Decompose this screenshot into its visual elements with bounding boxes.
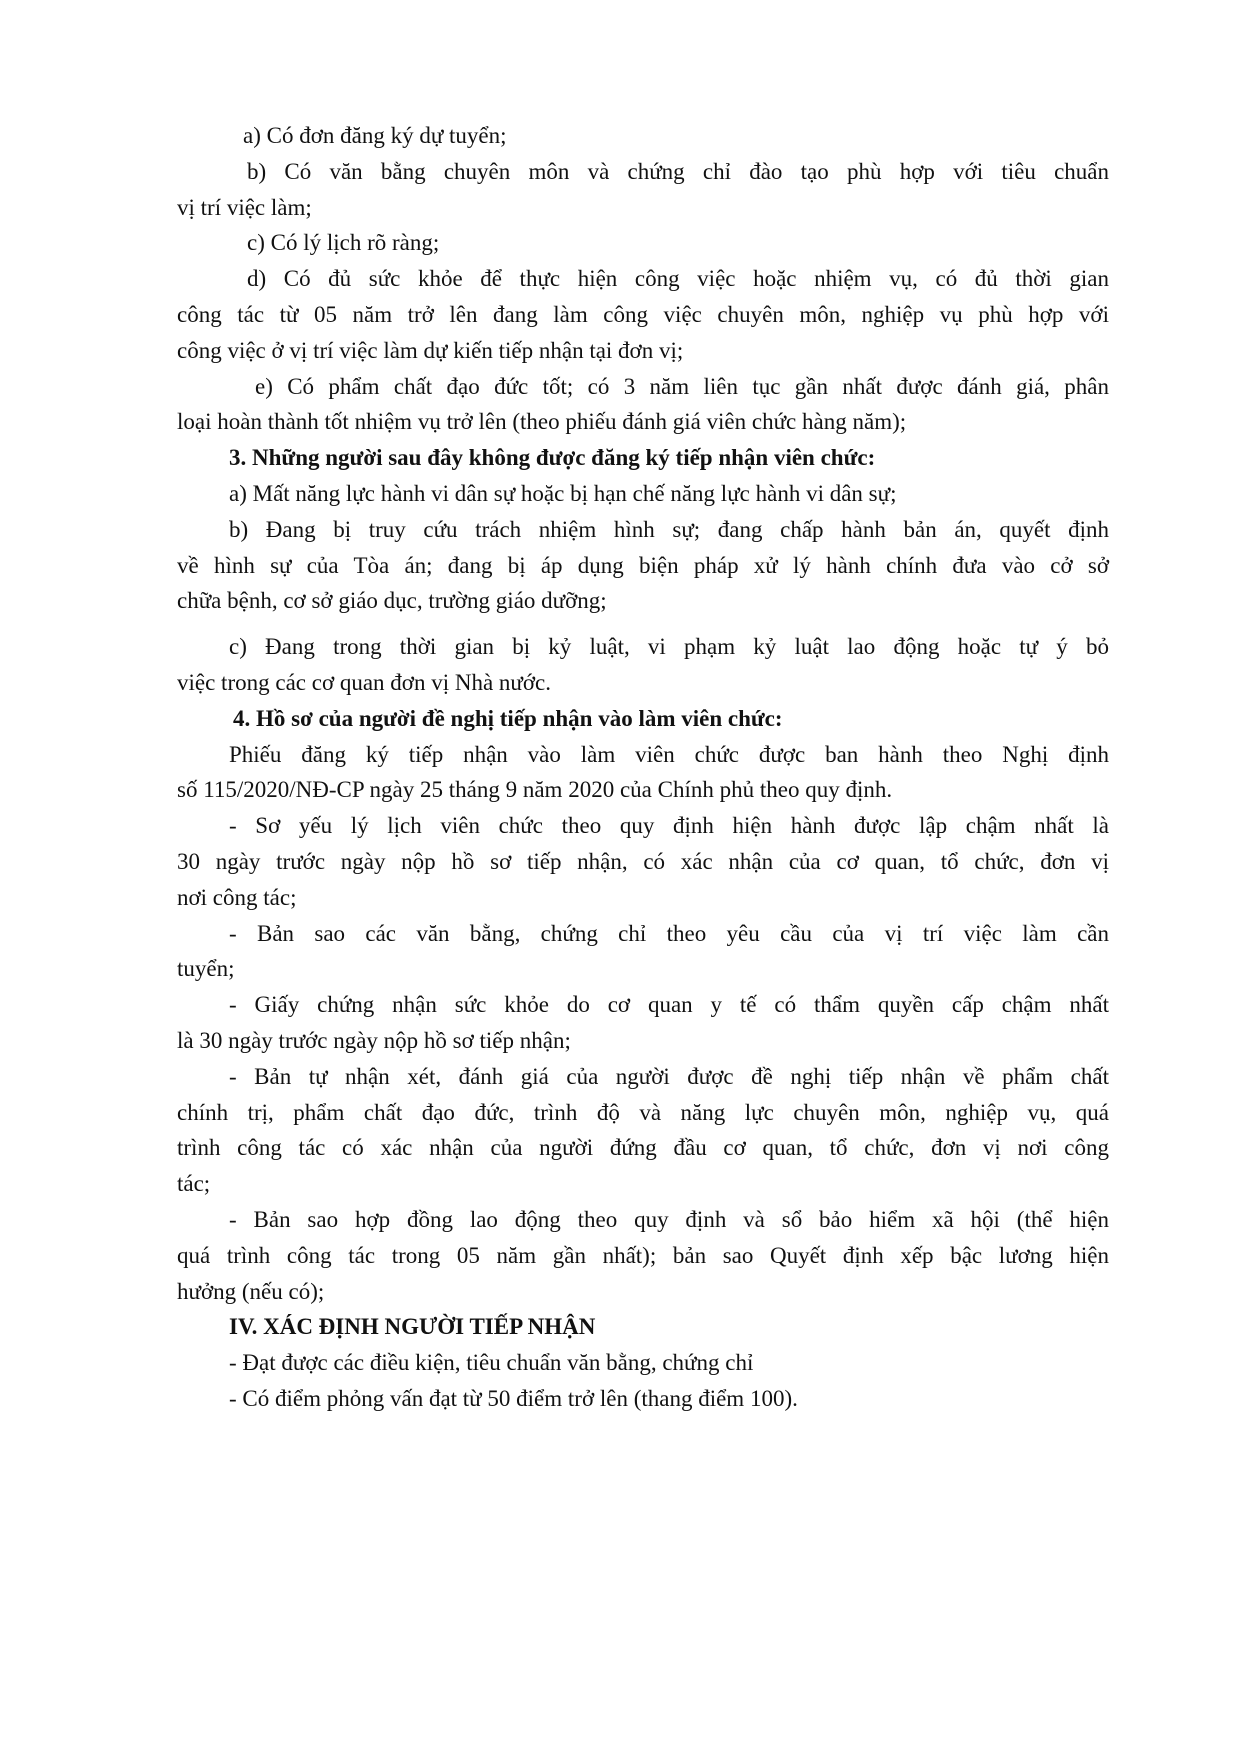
dossier-item <box>177 987 1109 1059</box>
text-line: 30 ngày trước ngày nộp hồ sơ tiếp nhận, có xác nhận của cơ quan, tổ chức, đơn vị <box>177 848 1109 874</box>
section-4-heading: 4. Hồ sơ của người đề nghị tiếp nhận vào làm viên chức: <box>233 705 783 731</box>
dossier-item <box>177 916 1109 988</box>
text-line: c) Có lý lịch rõ ràng; <box>247 230 440 256</box>
text-line: hưởng (nếu có); <box>177 1278 325 1304</box>
selection-criteria-item <box>177 1345 1109 1381</box>
text-line: c) Đang trong thời gian bị kỷ luật, vi phạm kỷ luật lao động hoặc tự ý bỏ <box>229 634 1109 660</box>
text-line: quá trình công tác trong 05 năm gần nhất); bản sao Quyết định xếp bậc lương hiện <box>177 1242 1109 1268</box>
criteria-item-c <box>177 225 1109 261</box>
text-line: vị trí việc làm; <box>177 194 312 220</box>
text-line: chữa bệnh, cơ sở giáo dục, trường giáo dưỡng; <box>177 588 607 614</box>
criteria-item-e <box>177 369 1109 441</box>
text-line: b) Có văn bằng chuyên môn và chứng chỉ đào tạo phù hợp với tiêu chuẩn <box>247 158 1109 184</box>
section-3 <box>177 440 1109 476</box>
section-4 <box>177 701 1109 737</box>
dossier-item <box>177 737 1109 809</box>
text-line: - Bản sao các văn bằng, chứng chỉ theo yêu cầu của vị trí việc làm cần <box>229 920 1109 946</box>
paragraph-gap <box>177 619 1109 629</box>
text-line: về hình sự của Tòa án; đang bị áp dụng biện pháp xử lý hành chính đưa vào cở sở <box>177 552 1109 578</box>
text-line: tác; <box>177 1171 211 1197</box>
text-line: a) Có đơn đăng ký dự tuyển; <box>243 123 507 148</box>
text-line: b) Đang bị truy cứu trách nhiệm hình sự; đang chấp hành bản án, quyết định <box>229 516 1109 542</box>
section-3-heading: 3. Những người sau đây không được đăng ký tiếp nhận viên chức: <box>229 445 876 471</box>
criteria-item-a <box>177 118 1109 154</box>
text-line: - Bản sao hợp đồng lao động theo quy định và sổ bảo hiểm xã hội (thể hiện <box>229 1206 1109 1232</box>
text-line: loại hoàn thành tốt nhiệm vụ trở lên (theo phiếu đánh giá viên chức hàng năm); <box>177 409 907 435</box>
text-line: a) Mất năng lực hành vi dân sự hoặc bị hạn chế năng lực hành vi dân sự; <box>229 480 897 506</box>
dossier-item <box>177 808 1109 915</box>
text-line: trình công tác có xác nhận của người đứng đầu cơ quan, tổ chức, đơn vị nơi công <box>177 1135 1109 1161</box>
text-line: công việc ở vị trí việc làm dự kiến tiếp nhận tại đơn vị; <box>177 337 684 363</box>
text-line: công tác từ 05 năm trở lên đang làm công việc chuyên môn, nghiệp vụ phù hợp với <box>177 301 1109 327</box>
exclusion-item-c <box>177 629 1109 701</box>
text-line: số 115/2020/NĐ-CP ngày 25 tháng 9 năm 2020 của Chính phủ theo quy định. <box>177 777 893 803</box>
text-line: là 30 ngày trước ngày nộp hồ sơ tiếp nhận; <box>177 1027 571 1053</box>
text-line: chính trị, phẩm chất đạo đức, trình độ và năng lực chuyên môn, nghiệp vụ, quá <box>177 1099 1109 1125</box>
text-line: nơi công tác; <box>177 884 297 910</box>
exclusion-item-a <box>177 476 1109 512</box>
section-iv <box>177 1309 1109 1345</box>
text-line: Phiếu đăng ký tiếp nhận vào làm viên chức được ban hành theo Nghị định <box>229 741 1109 767</box>
criteria-item-d <box>177 261 1109 368</box>
text-line: d) Có đủ sức khỏe để thực hiện công việc hoặc nhiệm vụ, có đủ thời gian <box>247 266 1109 292</box>
exclusion-item-b <box>177 512 1109 619</box>
text-line: - Bản tự nhận xét, đánh giá của người được đề nghị tiếp nhận về phẩm chất <box>229 1063 1109 1089</box>
text-line: - Giấy chứng nhận sức khỏe do cơ quan y tế có thẩm quyền cấp chậm nhất <box>229 992 1109 1018</box>
dossier-item <box>177 1202 1109 1309</box>
document-page <box>177 118 1109 1417</box>
selection-criteria-item <box>177 1381 1109 1417</box>
section-iv-heading: IV. XÁC ĐỊNH NGƯỜI TIẾP NHẬN <box>229 1314 596 1340</box>
text-line: việc trong các cơ quan đơn vị Nhà nước. <box>177 669 552 695</box>
dossier-item <box>177 1059 1109 1202</box>
criteria-item-b <box>177 154 1109 226</box>
text-line: e) Có phẩm chất đạo đức tốt; có 3 năm liên tục gần nhất được đánh giá, phân <box>255 373 1109 399</box>
text-line: - Đạt được các điều kiện, tiêu chuẩn văn bằng, chứng chỉ <box>229 1350 754 1376</box>
text-line: - Sơ yếu lý lịch viên chức theo quy định hiện hành được lập chậm nhất là <box>229 813 1109 839</box>
text-line: tuyển; <box>177 956 235 982</box>
text-line: - Có điểm phỏng vấn đạt từ 50 điểm trở lên (thang điểm 100). <box>229 1385 798 1411</box>
